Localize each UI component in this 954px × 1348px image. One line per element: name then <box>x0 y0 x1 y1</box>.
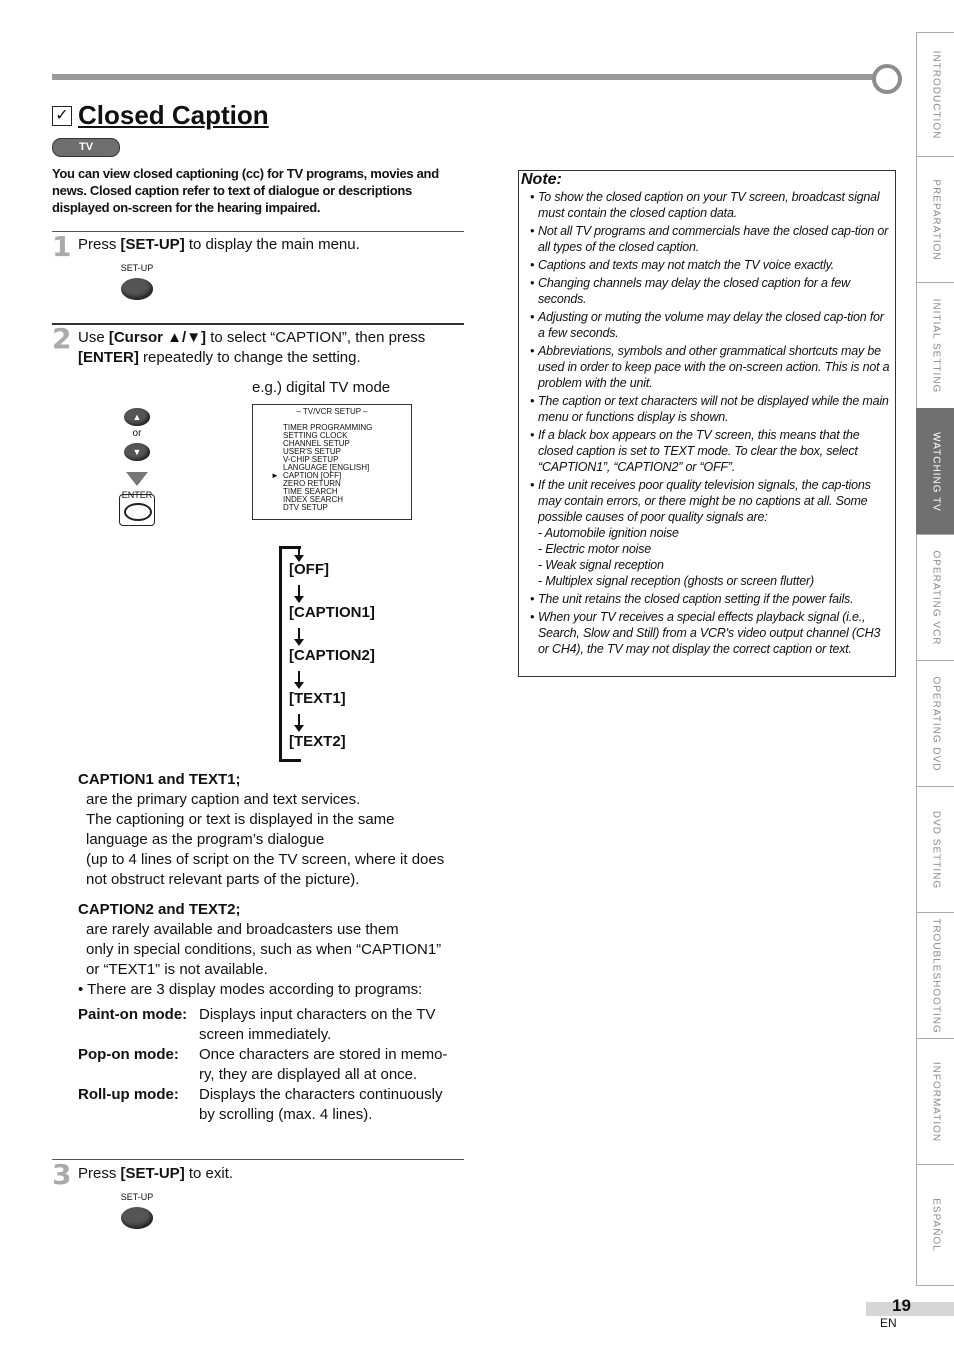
header-circle-ornament <box>872 64 902 94</box>
enter-button-label: ENTER <box>121 490 153 500</box>
note-item: • Adjusting or muting the volume may delay the closed cap-tion for a few seconds. <box>530 309 890 341</box>
mode-name: Pop-on mode: <box>78 1046 179 1063</box>
mode-desc: Displays input characters on the TV <box>199 1006 436 1023</box>
menu-item: SETTING CLOCK <box>283 431 348 440</box>
tab-preparation[interactable]: PREPARATION <box>916 156 954 282</box>
step2-text: Use [Cursor ▲/▼] to select “CAPTION”, then press [ENTER] repeatedly to change the setting. <box>78 329 426 366</box>
step3-number: 3 <box>52 1158 72 1191</box>
tv-badge: TV <box>52 138 120 157</box>
note-title: Note: <box>521 171 562 188</box>
menu-item: V-CHIP SETUP <box>283 455 339 464</box>
page-number: 19 <box>892 1296 911 1315</box>
page-language: EN <box>880 1316 897 1330</box>
mode-desc: Displays the characters continuously <box>199 1086 443 1103</box>
cursor-down-button-icon: ▼ <box>124 443 150 461</box>
modes-intro: • There are 3 display modes according to programs: <box>78 981 423 998</box>
cycle-option: [TEXT2] <box>289 733 346 750</box>
menu-item: TIME SEARCH <box>283 487 338 496</box>
mode-desc: ry, they are displayed all at once. <box>199 1066 418 1083</box>
note-item: • The caption or text characters will not be displayed while the main menu or functions display is shown. <box>530 393 890 425</box>
note-list <box>530 189 890 659</box>
step3-text: Press [SET-UP] to exit. <box>78 1165 234 1182</box>
mode-name: Paint-on mode: <box>78 1006 188 1023</box>
note-item: • Captions and texts may not match the TV voice exactly. <box>530 257 890 273</box>
header-rule <box>52 74 874 80</box>
menu-title: – TV/VCR SETUP – <box>296 407 368 416</box>
caption1-heading: CAPTION1 and TEXT1; <box>78 771 241 788</box>
caption2-heading: CAPTION2 and TEXT2; <box>78 901 241 918</box>
mode-desc: Once characters are stored in memo- <box>199 1046 448 1063</box>
note-item: • The unit retains the closed caption setting if the power fails. <box>530 591 890 607</box>
cycle-arrow-icon <box>298 585 300 601</box>
cycle-arrow-icon <box>298 628 300 644</box>
menu-item: ZERO RETURN <box>283 479 341 488</box>
checkbox-icon: ✓ <box>52 106 72 126</box>
cycle-option: [OFF] <box>289 561 329 578</box>
or-label: or <box>132 428 142 439</box>
mode-name: Roll-up mode: <box>78 1086 179 1103</box>
caption2-line: are rarely available and broadcasters use them <box>86 921 399 938</box>
cycle-option: [CAPTION2] <box>289 647 375 664</box>
menu-item: LANGUAGE [ENGLISH] <box>283 463 370 472</box>
menu-item: INDEX SEARCH <box>283 495 344 504</box>
tab-espanol[interactable]: ESPAÑOL <box>916 1164 954 1286</box>
step3-rule <box>52 1159 464 1160</box>
setup-button-label: SET-UP <box>120 1192 154 1202</box>
menu-item: DTV SETUP <box>283 503 328 512</box>
cycle-arrow-icon <box>298 671 300 687</box>
enter-button-icon <box>119 494 155 526</box>
caption2-line: only in special conditions, such as when “CAPTION1” <box>86 941 442 958</box>
title-row <box>52 100 269 131</box>
intro-text: You can view closed captioning (cc) for TV programs, movies and news. Closed caption refer to text of dialogue or descriptions displayed on-screen for the hearing impaired. <box>52 166 439 215</box>
note-item: • To show the closed caption on your TV screen, broadcast signal must contain the closed caption data. <box>530 189 890 221</box>
step2-number: 2 <box>52 322 72 355</box>
cycle-option: [TEXT1] <box>289 690 346 707</box>
modes-table <box>78 1005 464 1125</box>
tab-initial-setting[interactable]: INITIAL SETTING <box>916 282 954 408</box>
caption1-line: are the primary caption and text services. <box>86 791 361 808</box>
mode-desc: by scrolling (max. 4 lines). <box>199 1106 373 1123</box>
caption1-line: not obstruct relevant parts of the picture). <box>86 871 360 888</box>
setup-button-icon <box>121 1207 153 1229</box>
tab-information[interactable]: INFORMATION <box>916 1038 954 1164</box>
step1-number: 1 <box>52 230 72 263</box>
tv-vcr-setup-menu <box>252 404 412 520</box>
cycle-option: [CAPTION1] <box>289 604 375 621</box>
mode-row <box>78 1085 464 1125</box>
caption2-section <box>78 900 464 1000</box>
tab-watching-tv[interactable]: WATCHING TV <box>916 408 954 534</box>
caption1-line: The captioning or text is displayed in the same <box>86 811 395 828</box>
menu-item: CHANNEL SETUP <box>283 439 350 448</box>
note-item: • If a black box appears on the TV screen, this means that the closed caption is set to TEXT mode. To clear the box, select “CAPTION1”, “CAPTION2” or “OFF”. <box>530 427 890 475</box>
note-item: • Changing channels may delay the closed caption for a few seconds. <box>530 275 890 307</box>
caption1-section <box>78 770 464 890</box>
menu-cursor-icon: ► <box>271 471 279 480</box>
mode-desc: screen immediately. <box>199 1026 332 1043</box>
note-item: • Not all TV programs and commercials have the closed cap-tion or all types of the closed caption. <box>530 223 890 255</box>
cycle-bracket-line <box>279 546 282 762</box>
note-cause: - Weak signal reception <box>538 558 664 572</box>
mode-row <box>78 1005 464 1045</box>
cycle-bracket-bottom <box>279 759 301 762</box>
note-item: • Abbreviations, symbols and other grammatical shortcuts may be used in order to keep pace with the on-screen action. This is not a problem with the unit. <box>530 343 890 391</box>
caption2-line: or “TEXT1” is not available. <box>86 961 268 978</box>
note-item-signal: • If the unit receives poor quality television signals, the cap-tions may contain errors, or there might be no captions at all. Some possible causes of poor quality signals are: - Automobile ignition noise - Electric motor noise - Weak signal reception - Multiplex signal reception (ghosts or screen flutter) <box>530 477 890 589</box>
tab-introduction[interactable]: INTRODUCTION <box>916 32 954 156</box>
tab-operating-vcr[interactable]: OPERATING VCR <box>916 534 954 660</box>
menu-item: USER'S SETUP <box>283 447 341 456</box>
setup-button-label: SET-UP <box>120 263 154 273</box>
menu-item: TIMER PROGRAMMING <box>283 423 373 432</box>
menu-item-caption-selected: ► CAPTION [OFF] <box>271 471 342 480</box>
page-title: Closed Caption <box>78 100 269 130</box>
note-item: • When your TV receives a special effects playback signal (i.e., Search, Slow and Still) from a VCR's video output channel (CH3 or CH4), the TV may not display the correct caption or text. <box>530 609 890 657</box>
tab-dvd-setting[interactable]: DVD SETTING <box>916 786 954 912</box>
setup-button-icon <box>121 278 153 300</box>
note-cause: - Multiplex signal reception (ghosts or screen flutter) <box>538 574 814 588</box>
tab-operating-dvd[interactable]: OPERATING DVD <box>916 660 954 786</box>
caption1-line: language as the program’s dialogue <box>86 831 325 848</box>
mode-row <box>78 1045 464 1085</box>
cycle-arrow-icon <box>298 548 300 560</box>
step1-text: Press [SET-UP] to display the main menu. <box>78 236 360 253</box>
down-triangle-icon <box>126 472 148 486</box>
example-label: e.g.) digital TV mode <box>252 379 391 396</box>
cursor-up-button-icon: ▲ <box>124 408 150 426</box>
caption1-line: (up to 4 lines of script on the TV screen, where it does <box>86 851 445 868</box>
tab-troubleshooting[interactable]: TROUBLESHOOTING <box>916 912 954 1038</box>
step1-rule <box>52 231 464 232</box>
note-cause: - Automobile ignition noise <box>538 526 679 540</box>
note-cause: - Electric motor noise <box>538 542 651 556</box>
step2-rule <box>52 323 464 325</box>
cycle-arrow-icon <box>298 714 300 730</box>
